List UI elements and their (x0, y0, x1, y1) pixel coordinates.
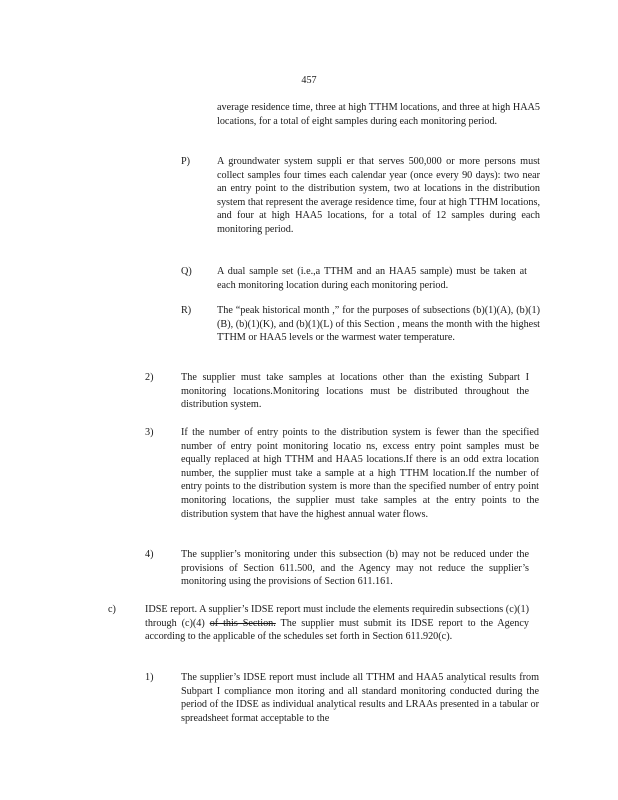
item-2-marker: 2) (145, 372, 154, 383)
item-3-marker: 3) (145, 427, 154, 438)
item-4-marker: 4) (145, 549, 154, 560)
item-3-text: If the number of entry points to the distribution system is fewer than the specified number of entry point monitoring locatio ns, excess entry point samples must be equally replaced at high TTHM and HAA5 locations.If there is an odd extra location number, the supplier must take a sample at a high TTHM location.If the number of entry points to the distribution system is more than the specified number of entry point monitoring locations, the supplier must take samples at the entry points to the distribution system that have the highest annual water flows. (181, 427, 539, 520)
paragraph-o-continuation: average residence time, three at high TTHM locations, and three at high HAA5 locations, for a total of eight samples during each monitoring period. (217, 102, 540, 127)
paragraph-p-marker: P) (181, 156, 191, 167)
paragraph-q-marker: Q) (181, 266, 192, 277)
paragraph-r-text: The “peak historical month ,” for the purposes of subsections (b)(1)(A), (b)(1)(B), (b)(1)(K), and (b)(1)(L) of this Section , means the month with the highest TTHM or HAA5 levels or the warmest water temperature. (217, 305, 540, 344)
subsection-c-marker: c) (108, 604, 116, 615)
subsection-c1-marker: 1) (145, 672, 154, 683)
subsection-c-text-after: The supplier must submit its IDSE report to the Agency according to the applicable of the schedules set forth in Section 611.920(c). (145, 617, 529, 643)
subsection-c1-text: The supplier’s IDSE report must include all TTHM and HAA5 analytical results from Subpart I compliance mon itoring and all standard monitoring conducted during the period of the IDSE as individual analytical results and LRAAs presented in a tabular or spreadsheet format acceptable to the (181, 672, 539, 724)
paragraph-p-text: A groundwater system suppli er that serves 500,000 or more persons must collect samples four times each calendar year (once every 90 days): two near an entry point to the distribution system, two at locations in the distribution system that represent the average residence time, four at high TTHM locations, and four at high HAA5 locations, for a total of 12 samples during each monitoring period. (217, 156, 540, 235)
paragraph-r-marker: R) (181, 305, 192, 316)
subsection-c-text-before: IDSE report. A supplier’s IDSE report must include the elements requiredin subsections (c)(1) through (c)(4) (145, 604, 529, 629)
paragraph-q-text: A dual sample set (i.e.,a TTHM and an HAA5 sample) must be taken at each monitoring location during each monitoring period. (217, 266, 527, 291)
subsection-c-text (145, 603, 529, 644)
page-number: 457 (301, 75, 317, 86)
item-2-text: The supplier must take samples at locations other than the existing Subpart I monitoring locations.Monitoring locations must be distributed throughout the distribution system. (181, 372, 529, 411)
item-4-text: The supplier’s monitoring under this subsection (b) may not be reduced under the provisions of Section 611.500, and the Agency may not reduce the supplier’s monitoring using the provisions of Section 611.161. (181, 549, 529, 588)
subsection-c-struck-text: of this Section. (209, 617, 276, 629)
